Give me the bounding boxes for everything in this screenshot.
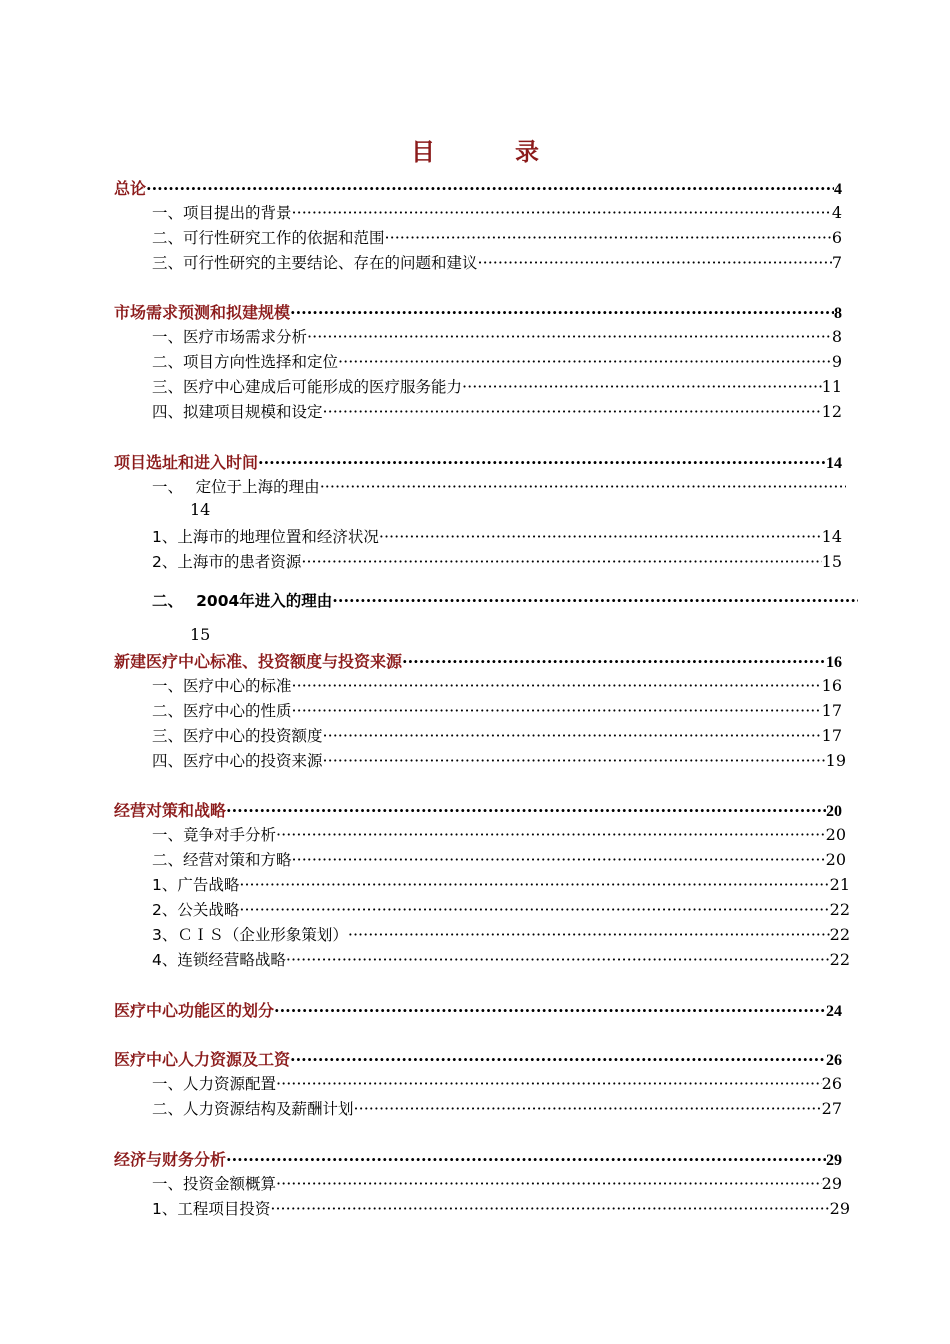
toc-heading-label: 医疗中心功能区的划分: [114, 1001, 275, 1020]
toc-page-number: 24: [826, 1003, 842, 1020]
toc-page-number: 7: [831, 253, 842, 272]
dot-leader: [338, 352, 832, 371]
dot-leader: [462, 377, 822, 396]
toc-entry-label: 一、竟争对手分析: [152, 826, 277, 844]
dot-leader: [323, 402, 822, 421]
toc-page-number: 11: [821, 377, 842, 396]
toc-entry[interactable]: [152, 699, 842, 721]
toc-entry-label: 二、可行性研究工作的依据和范围: [152, 229, 385, 247]
toc-entry[interactable]: [152, 749, 846, 771]
dot-leader: [478, 253, 832, 272]
toc-page-number: 15: [821, 552, 842, 571]
dot-leader: [292, 850, 826, 869]
page-title: [0, 132, 950, 167]
toc-entry-label: 一、投资金额概算: [152, 1175, 277, 1193]
dot-leader: [385, 228, 832, 247]
toc-page-number: 14: [190, 500, 211, 519]
toc-entry-label: 一、人力资源配置: [152, 1075, 277, 1093]
dot-leader: [276, 825, 826, 844]
toc-entry[interactable]: [152, 325, 842, 347]
dot-leader: [239, 900, 829, 919]
toc-entry-label: 2、上海市的患者资源: [152, 553, 302, 571]
toc-entry-label: 一、项目提出的背景: [152, 204, 292, 222]
toc-heading[interactable]: [114, 1147, 842, 1170]
toc-entry-label: 4、连锁经营略战略: [152, 951, 286, 969]
toc-page-number: 29: [826, 1152, 842, 1169]
toc-page-number: 12: [821, 402, 842, 421]
toc-entry-label: 一、 定位于上海的理由: [152, 478, 320, 496]
toc-page-number: 26: [826, 1052, 842, 1069]
toc-entry-label: 四、医疗中心的投资来源: [152, 752, 323, 770]
toc-page-number: 8: [831, 327, 842, 346]
dot-leader: [402, 652, 826, 671]
toc-entry-label: 二、人力资源结构及薪酬计划: [152, 1100, 354, 1118]
toc-heading-label: 经营对策和战略: [114, 801, 227, 820]
toc-entry[interactable]: [152, 823, 846, 845]
toc-entry[interactable]: [152, 848, 846, 870]
dot-leader: [332, 591, 858, 610]
toc-entry[interactable]: [152, 375, 842, 397]
toc-entry-label: 2、公关战略: [152, 901, 240, 919]
title-char-1: 目: [411, 137, 435, 166]
dot-leader: [301, 552, 821, 571]
toc-heading-label: 新建医疗中心标准、投资额度与投资来源: [114, 652, 403, 671]
toc-entry-label: 1、上海市的地理位置和经济状况: [152, 528, 379, 546]
dot-leader: [276, 1174, 822, 1193]
dot-leader: [286, 950, 830, 969]
dot-leader: [323, 751, 826, 770]
toc-entry[interactable]: [152, 350, 842, 372]
toc-entry[interactable]: [152, 201, 842, 223]
dot-leader: [258, 453, 826, 472]
toc-heading[interactable]: [114, 649, 842, 672]
toc-heading-label: 市场需求预测和拟建规模: [114, 303, 291, 322]
dot-leader: [290, 1050, 826, 1069]
toc-heading-label: 经济与财务分析: [114, 1150, 227, 1169]
dot-leader: [239, 875, 829, 894]
toc-entry[interactable]: [152, 589, 858, 611]
toc-entry-label: 二、经营对策和方略: [152, 851, 292, 869]
toc-heading-label: 医疗中心人力资源及工资: [114, 1050, 291, 1069]
toc-entry-label: 3、ＣＩＳ（企业形象策划）: [152, 926, 348, 944]
toc-page-number: 21: [829, 875, 850, 894]
toc-entry[interactable]: [152, 674, 842, 696]
dot-leader: [323, 726, 822, 745]
toc-entry[interactable]: [152, 1172, 842, 1194]
toc-page-number: 4: [831, 203, 842, 222]
dot-leader: [354, 1099, 822, 1118]
toc-entry-label: 三、医疗中心的投资额度: [152, 727, 323, 745]
toc-page-number: 22: [829, 900, 850, 919]
toc-heading[interactable]: [114, 1047, 842, 1070]
toc-page-number: 22: [829, 925, 850, 944]
dot-leader: [146, 179, 834, 198]
toc-heading-label: 项目选址和进入时间: [114, 453, 259, 472]
toc-entry[interactable]: [152, 1097, 842, 1119]
dot-leader: [226, 1150, 826, 1169]
toc-entry-label: 二、医疗中心的性质: [152, 702, 292, 720]
toc-entry[interactable]: [152, 898, 850, 920]
dot-leader: [270, 1199, 829, 1218]
toc-page-number: 8: [834, 305, 842, 322]
toc-page-number: 22: [829, 950, 850, 969]
dot-leader: [276, 1074, 822, 1093]
toc-entry-label: 二、项目方向性选择和定位: [152, 353, 339, 371]
toc-entry-label: 1、工程项目投资: [152, 1200, 271, 1218]
toc-heading-label: 总论: [114, 179, 147, 198]
toc-entry[interactable]: [152, 873, 850, 895]
dot-leader: [292, 203, 832, 222]
dot-leader: [292, 676, 822, 695]
toc-entry-label: 四、拟建项目规模和设定: [152, 403, 323, 421]
toc-heading[interactable]: [114, 176, 842, 199]
toc-page-number: 15: [190, 625, 211, 644]
toc-entry-label: 二、 2004年进入的理由: [152, 592, 333, 610]
toc-entry-label: 1、广告战略: [152, 876, 240, 894]
toc-entry[interactable]: [152, 251, 842, 273]
toc-entry[interactable]: [152, 1072, 842, 1094]
dot-leader: [290, 303, 834, 322]
dot-leader: [226, 801, 826, 820]
toc-page-number: 6: [831, 228, 842, 247]
dot-leader: [320, 477, 846, 496]
toc-heading[interactable]: [114, 300, 842, 323]
toc-page-number: 20: [825, 850, 846, 869]
toc-heading[interactable]: [114, 450, 842, 473]
toc-page-number: 9: [831, 352, 842, 371]
toc-page-number: 20: [825, 825, 846, 844]
title-char-2: 录: [515, 137, 539, 166]
toc-entry[interactable]: [152, 475, 846, 497]
toc-entry-label: 三、医疗中心建成后可能形成的医疗服务能力: [152, 378, 463, 396]
toc-entry[interactable]: [152, 948, 850, 970]
dot-leader: [307, 327, 832, 346]
toc-page-number: 29: [821, 1174, 842, 1193]
toc-page-number: 16: [821, 676, 842, 695]
toc-heading[interactable]: [114, 798, 842, 821]
dot-leader: [348, 925, 830, 944]
toc-page-number: 20: [826, 803, 842, 820]
toc-entry-label: 一、医疗市场需求分析: [152, 328, 308, 346]
toc-page-number: 27: [821, 1099, 842, 1118]
toc-page-number: 19: [825, 751, 846, 770]
toc-page-number: 29: [829, 1199, 850, 1218]
toc-entry[interactable]: [152, 226, 842, 248]
toc-page-number: 14: [826, 455, 842, 472]
toc-entry[interactable]: [152, 400, 842, 422]
dot-leader: [292, 701, 822, 720]
toc-entry[interactable]: [152, 1197, 850, 1219]
toc-page-number: 16: [826, 654, 842, 671]
toc-entry-label: 三、可行性研究的主要结论、存在的问题和建议: [152, 254, 478, 272]
toc-page-number: 4: [834, 181, 842, 198]
toc-entry[interactable]: [152, 525, 842, 547]
toc-entry[interactable]: [152, 923, 850, 945]
toc-page-number: 17: [821, 701, 842, 720]
toc-heading[interactable]: [114, 998, 842, 1021]
toc-entry-label: 一、医疗中心的标准: [152, 677, 292, 695]
toc-page-number: 26: [821, 1074, 842, 1093]
toc-entry[interactable]: [152, 724, 842, 746]
dot-leader: [274, 1001, 826, 1020]
toc-page-number: 14: [821, 527, 842, 546]
dot-leader: [379, 527, 822, 546]
toc-page-number: 17: [821, 726, 842, 745]
toc-entry[interactable]: [152, 550, 842, 572]
